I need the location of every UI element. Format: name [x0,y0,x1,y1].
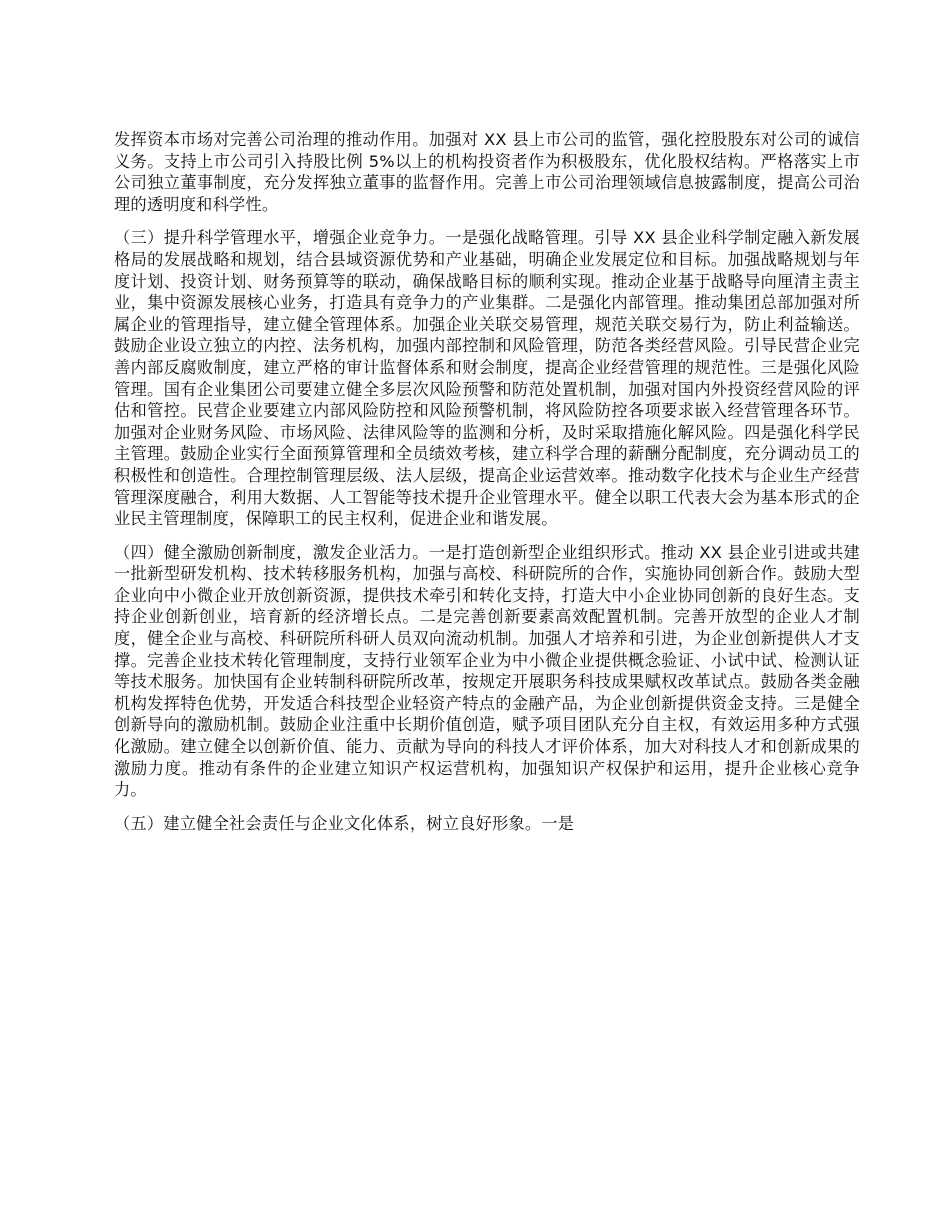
paragraph-section-3: （三）提升科学管理水平，增强企业竞争力。一是强化战略管理。引导 XX 县企业科学制定融入新发展格局的发展战略和规划，结合县域资源优势和产业基础，明确企业发展定位和目标。加强战略规划与年度计划、投资计划、财务预算等的联动，确保战略目标的顺利实现。推动企业基于战略导向厘清主责主业，集中资源发展核心业务，打造具有竞争力的产业集群。二是强化内部管理。推动集团总部加强对所属企业的管理指导，建立健全管理体系。加强企业关联交易管理，规范关联交易行为，防止利益输送。鼓励企业设立独立的内控、法务机构，加强内部控制和风险管理，防范各类经营风险。引导民营企业完善内部反腐败制度，建立严格的审计监督体系和财会制度，提高企业经营管理的规范性。三是强化风险管理。国有企业集团公司要建立健全多层次风险预警和防范处置机制，加强对国内外投资经营风险的评估和管控。民营企业要建立内部风险防控和风险预警机制，将风险防控各项要求嵌入经营管理各环节。加强对企业财务风险、市场风险、法律风险等的监测和分析，及时采取措施化解风险。四是强化科学民主管理。鼓励企业实行全面预算管理和全员绩效考核，建立科学合理的薪酬分配制度，充分调动员工的积极性和创造性。合理控制管理层级、法人层级，提高企业运营效率。推动数字化技术与企业生产经营管理深度融合，利用大数据、人工智能等技术提升企业管理水平。健全以职工代表大会为基本形式的企业民主管理制度，保障职工的民主权利，促进企业和谐发展。 [114,228,860,529]
paragraph-section-5: （五）建立健全社会责任与企业文化体系，树立良好形象。一是 [114,813,575,833]
document-body [114,129,860,846]
paragraph-capital-market: 发挥资本市场对完善公司治理的推动作用。加强对 XX 县上市公司的监管，强化控股股东对公司的诚信义务。支持上市公司引入持股比例 5%以上的机构投资者作为积极股东，优化股权结构。严格落实上市公司独立董事制度，充分发挥独立董事的监督作用。完善上市公司治理领域信息披露制度，提高公司治理的透明度和科学性。 [114,130,860,214]
paragraph-section-4: （四）健全激励创新制度，激发企业活力。一是打造创新型企业组织形式。推动 XX 县企业引进或共建一批新型研发机构、技术转移服务机构，加强与高校、科研院所的合作，实施协同创新合作。鼓励大型企业向中小微企业开放创新资源，提供技术牵引和转化支持，打造大中小企业协同创新的良好生态。支持企业创新创业，培育新的经济增长点。二是完善创新要素高效配置机制。完善开放型的企业人才制度，健全企业与高校、科研院所科研人员双向流动机制。加强人才培养和引进，为企业创新提供人才支撑。完善企业技术转化管理制度，支持行业领军企业为中小微企业提供概念验证、小试中试、检测认证等技术服务。加快国有企业转制科研院所改革，按规定开展职务科技成果赋权改革试点。鼓励各类金融机构发挥特色优势，开发适合科技型企业轻资产特点的金融产品，为企业创新提供资金支持。三是健全创新导向的激励机制。鼓励企业注重中长期价值创造，赋予项目团队充分自主权，有效运用多种方式强化激励。建立健全以创新价值、能力、贡献为导向的科技人才评价体系，加大对科技人才和创新成果的激励力度。推动有条件的企业建立知识产权运营机构，加强知识产权保护和运用，提升企业核心竞争力。 [114,542,860,800]
